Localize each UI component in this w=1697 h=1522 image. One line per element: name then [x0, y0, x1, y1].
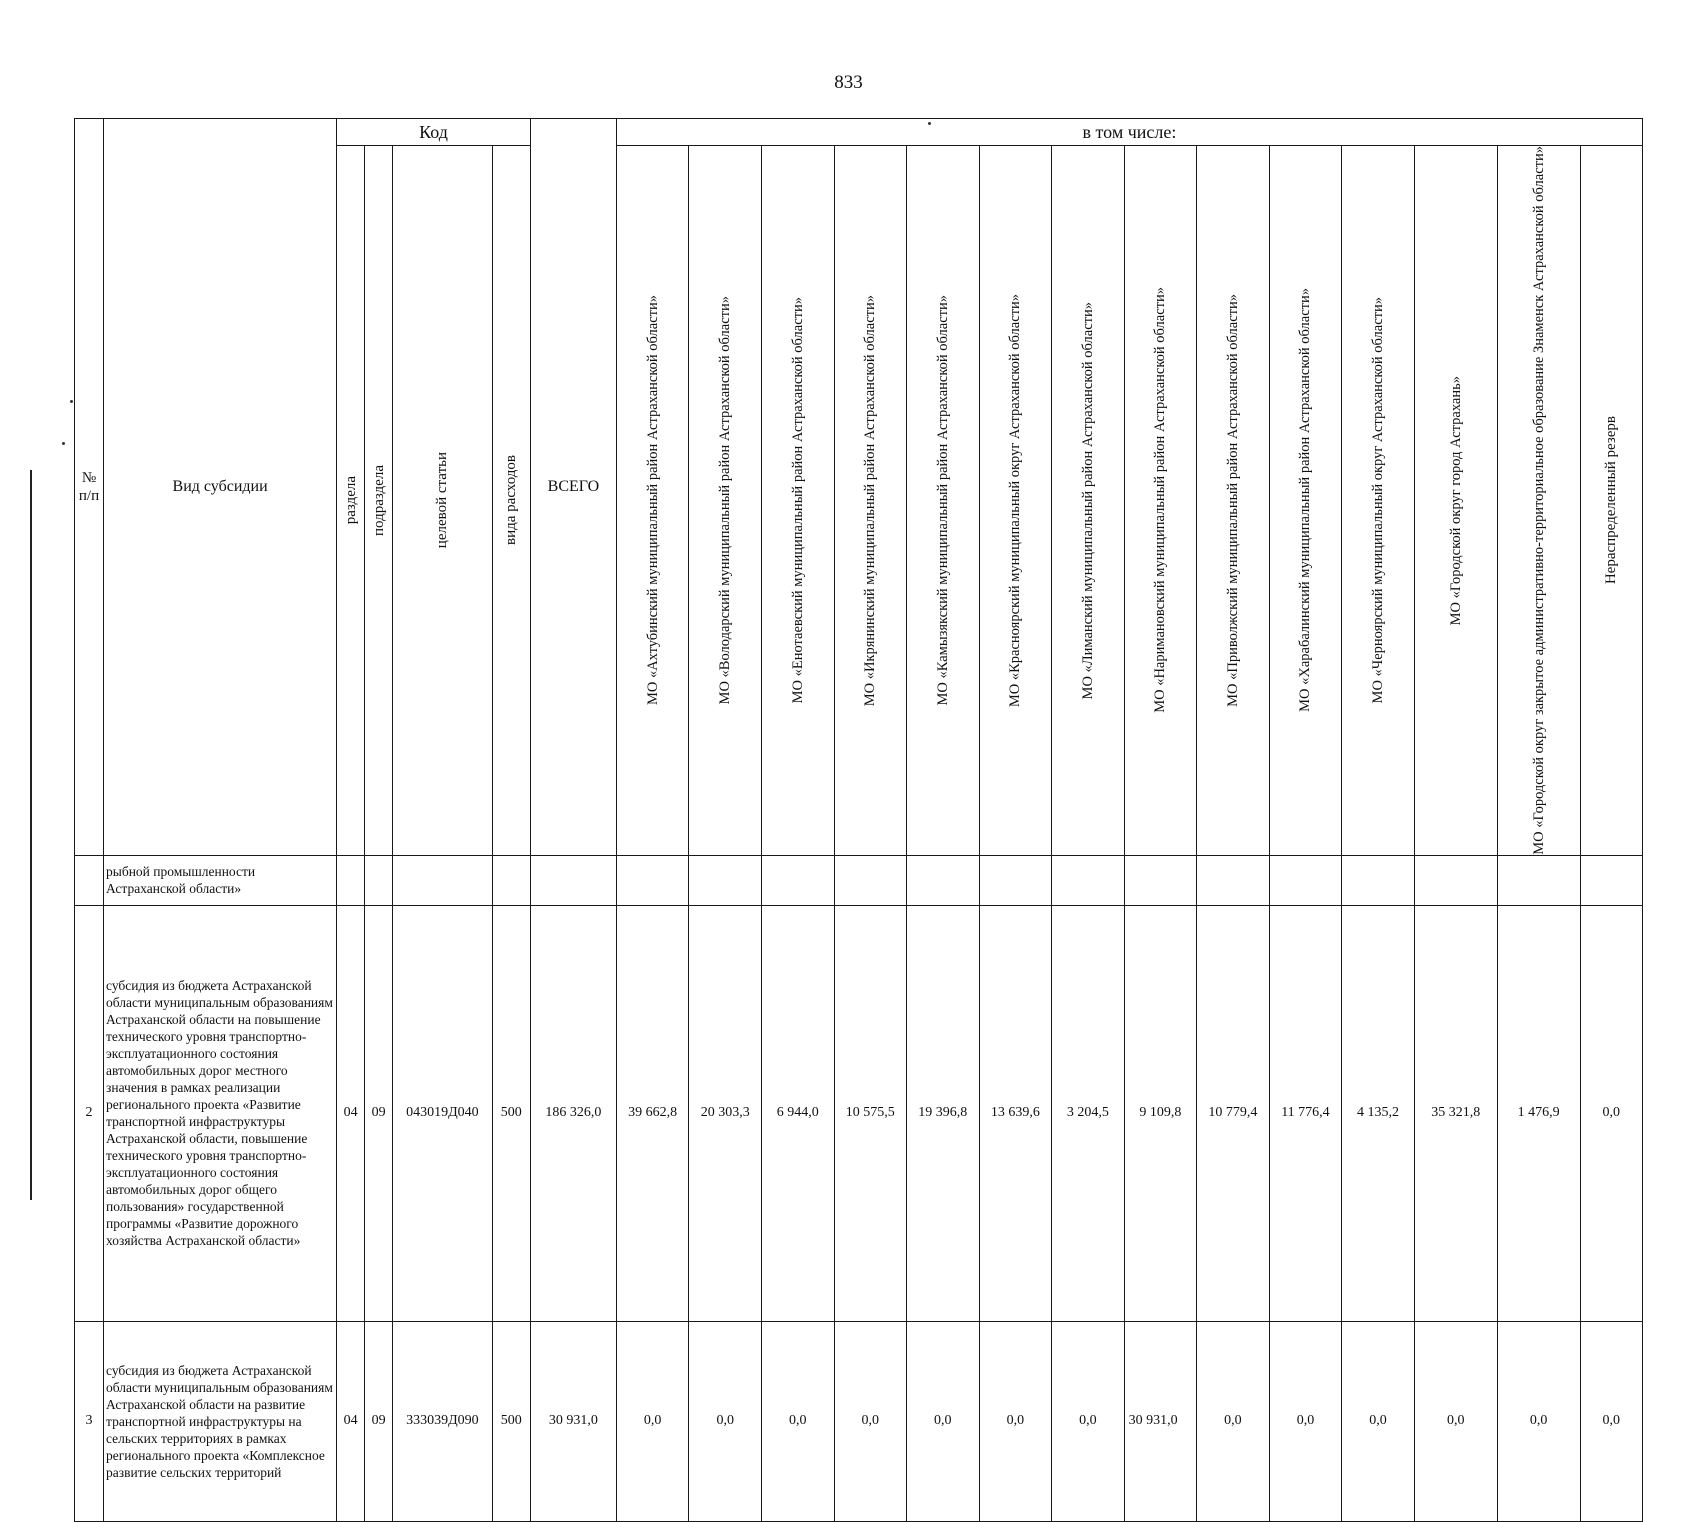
row-value: 0,0 [1414, 1321, 1497, 1521]
row-value: 0,0 [1269, 1321, 1342, 1521]
row-value: 30 931,0 [1124, 1321, 1197, 1521]
row-value: 0,0 [907, 1321, 980, 1521]
row-no: 2 [75, 905, 104, 1321]
row-value: 0,0 [1197, 1321, 1270, 1521]
row-value: 9 109,8 [1124, 905, 1197, 1321]
row-value [1497, 855, 1580, 905]
row-podrazdel [365, 855, 393, 905]
table-row [75, 1321, 1643, 1521]
including-group-header: в том числе: [616, 119, 1642, 146]
row-tsel [393, 855, 492, 905]
row-value [907, 855, 980, 905]
municipality-header: МО «Красноярский муниципальный округ Астраханской области» [979, 146, 1052, 856]
row-razdel: 04 [337, 905, 365, 1321]
row-value [1124, 855, 1197, 905]
row-value: 4 135,2 [1342, 905, 1415, 1321]
row-value: 0,0 [1580, 905, 1642, 1321]
row-value: 11 776,4 [1269, 905, 1342, 1321]
row-razdel: 04 [337, 1321, 365, 1521]
code-razdel-header: раздела [337, 146, 365, 856]
municipality-header: МО «Володарский муниципальный район Астраханской области» [689, 146, 762, 856]
table-row [75, 905, 1643, 1321]
municipality-header: МО «Икрянинский муниципальный район Астраханской области» [834, 146, 907, 856]
row-value: 0,0 [1580, 1321, 1642, 1521]
municipality-header: МО «Городской округ закрытое административно-территориальное образование Знаменск Астраханской области» [1497, 146, 1580, 856]
row-name: субсидия из бюджета Астраханской области муниципальным образованиям Астраханской области на повышение технического уровня транспортно-эксплуатационного состояния автомобильных дорог местного значения в рамках реализации регионального проекта «Развитие транспортной инфраструктуры Астраханской области, повышение технического уровня транспортно-эксплуатационного состояния автомобильных дорог общего пользования» государственной программы «Развитие дорожного хозяйства Астраханской области» [104, 905, 337, 1321]
municipality-header: Нераспределенный резерв [1580, 146, 1642, 856]
row-value: 13 639,6 [979, 905, 1052, 1321]
row-total: 30 931,0 [530, 1321, 616, 1521]
municipality-header: МО «Лиманский муниципальный район Астраханской области» [1052, 146, 1125, 856]
page-number: 833 [834, 72, 863, 93]
municipality-header: МО «Харабалинский муниципальный район Астраханской области» [1269, 146, 1342, 856]
scan-speck [62, 442, 65, 445]
row-value: 0,0 [1052, 1321, 1125, 1521]
row-value: 6 944,0 [761, 905, 834, 1321]
row-name: субсидия из бюджета Астраханской области муниципальным образованиям Астраханской области на развитие транспортной инфраструктуры на сельских территориях в рамках регионального проекта «Комплексное развитие сельских территорий [104, 1321, 337, 1521]
row-vid: 500 [492, 1321, 530, 1521]
row-name: рыбной промышленности Астраханской области» [104, 855, 337, 905]
scan-speck [70, 400, 73, 403]
row-value [1197, 855, 1270, 905]
table-row [75, 855, 1643, 905]
row-value: 1 476,9 [1497, 905, 1580, 1321]
col-type-header: Вид субсидии [104, 119, 337, 856]
row-value [1580, 855, 1642, 905]
row-value: 10 779,4 [1197, 905, 1270, 1321]
row-value: 0,0 [1497, 1321, 1580, 1521]
row-value [761, 855, 834, 905]
row-value: 0,0 [1342, 1321, 1415, 1521]
row-value [1052, 855, 1125, 905]
subsidy-table [74, 118, 1643, 1522]
municipality-header: МО «Наримановский муниципальный район Астраханской области» [1124, 146, 1197, 856]
col-no-header: № п/п [75, 119, 104, 856]
row-no [75, 855, 104, 905]
municipality-header: МО «Приволжский муниципальный район Астраханской области» [1197, 146, 1270, 856]
scan-margin-line [30, 470, 32, 1200]
municipality-header: МО «Ахтубинский муниципальный район Астраханской области» [616, 146, 689, 856]
row-value: 20 303,3 [689, 905, 762, 1321]
code-tsel-header: целевой статьи [393, 146, 492, 856]
municipality-header: МО «Городской округ город Астрахань» [1414, 146, 1497, 856]
row-value: 0,0 [616, 1321, 689, 1521]
row-value: 3 204,5 [1052, 905, 1125, 1321]
row-value: 19 396,8 [907, 905, 980, 1321]
row-tsel: 333039Д090 [393, 1321, 492, 1521]
code-group-header: Код [337, 119, 531, 146]
row-razdel [337, 855, 365, 905]
row-no: 3 [75, 1321, 104, 1521]
row-value [834, 855, 907, 905]
municipality-header: МО «Енотаевский муниципальный район Астраханской области» [761, 146, 834, 856]
row-value [1269, 855, 1342, 905]
row-value [1342, 855, 1415, 905]
row-value [979, 855, 1052, 905]
row-value [616, 855, 689, 905]
row-value [1414, 855, 1497, 905]
municipality-header: МО «Черноярский муниципальный округ Астраханской области» [1342, 146, 1415, 856]
row-tsel: 043019Д040 [393, 905, 492, 1321]
row-value: 39 662,8 [616, 905, 689, 1321]
row-vid: 500 [492, 905, 530, 1321]
row-value: 35 321,8 [1414, 905, 1497, 1321]
row-value [689, 855, 762, 905]
row-value: 0,0 [979, 1321, 1052, 1521]
municipality-header: МО «Камызякский муниципальный район Астраханской области» [907, 146, 980, 856]
row-total: 186 326,0 [530, 905, 616, 1321]
row-total [530, 855, 616, 905]
row-podrazdel: 09 [365, 905, 393, 1321]
total-header: ВСЕГО [530, 119, 616, 856]
row-podrazdel: 09 [365, 1321, 393, 1521]
row-value: 0,0 [689, 1321, 762, 1521]
header-row-1 [75, 119, 1643, 146]
row-value: 10 575,5 [834, 905, 907, 1321]
code-podrazdel-header: подраздела [365, 146, 393, 856]
row-value: 0,0 [761, 1321, 834, 1521]
row-vid [492, 855, 530, 905]
code-vid-header: вида расходов [492, 146, 530, 856]
row-value: 0,0 [834, 1321, 907, 1521]
